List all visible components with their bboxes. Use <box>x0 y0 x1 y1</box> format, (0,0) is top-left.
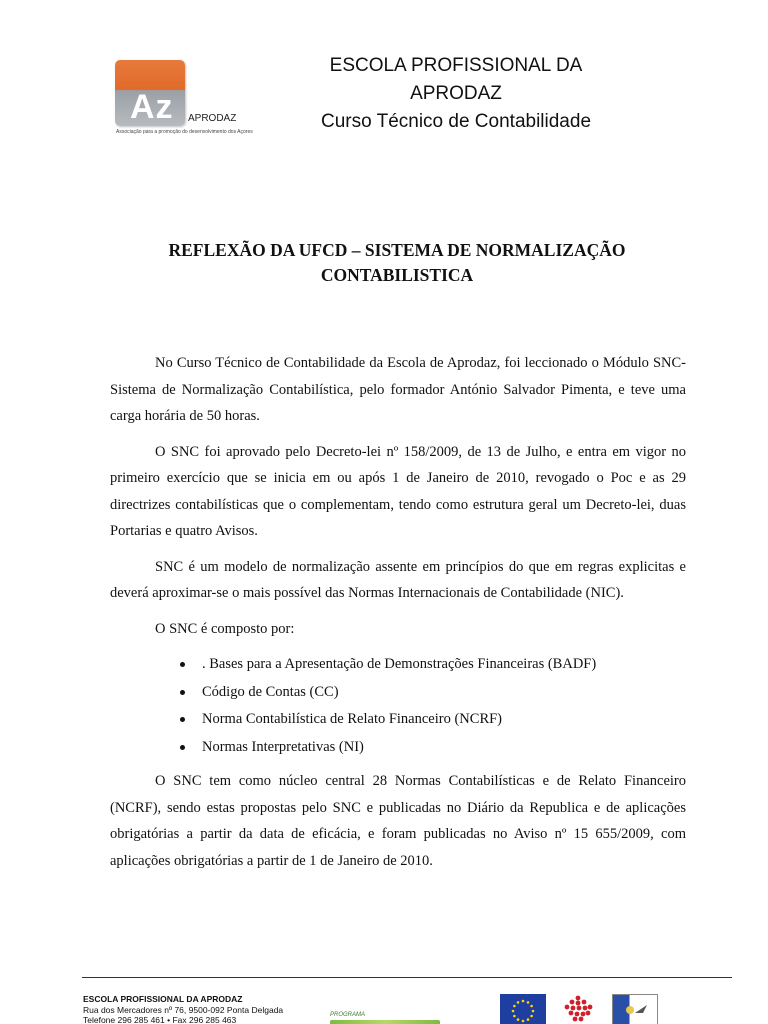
list-item: Norma Contabilística de Relato Financeiro (NCRF) <box>202 706 686 734</box>
school-name-line1: ESCOLA PROFISSIONAL DA <box>329 55 583 76</box>
list-item: Código de Contas (CC) <box>202 679 686 707</box>
program-logo-bar <box>330 1020 440 1024</box>
azores-flag-icon <box>612 994 658 1024</box>
logo-initials: Az <box>130 88 174 126</box>
composition-list <box>110 651 686 761</box>
list-item: . Bases para a Apresentação de Demonstrações Financeiras (BADF) <box>202 651 686 679</box>
regional-emblem-icon <box>560 994 596 1024</box>
school-name-line2: APRODAZ <box>410 83 502 104</box>
azores-hawk-icon <box>613 995 657 1024</box>
paragraph: O SNC é composto por: <box>155 620 295 637</box>
paragraph: No Curso Técnico de Contabilidade da Escola de Aprodaz, foi leccionado o Módulo SNC- Sistema de Normalização Contabilística, pelo formador António Salvador Pimenta, e teve uma carga horária de 50 horas. <box>110 355 686 424</box>
paragraph: SNC é um modelo de normalização assente em princípios do que em regras explicitas e deverá aproximar-se o mais possível das Normas Internacionais de Contabilidade (NIC). <box>110 558 686 601</box>
footer-contacts: Telefone 296 285 461 • Fax 296 285 463 <box>83 1015 237 1024</box>
program-label: PROGRAMA <box>330 1012 366 1018</box>
course-name: Curso Técnico de Contabilidade <box>320 111 592 132</box>
list-item: Normas Interpretativas (NI) <box>202 734 686 762</box>
paragraph: O SNC tem como núcleo central 28 Normas Contabilísticas e de Relato Financeiro (NCRF), sendo estas propostas pelo SNC e publicadas no Diário da Republica e de aplicações obrigatórias a partir da data de eficácia, e foram publicadas no Aviso nº 15 655/2009, com aplicações obrigatórias a partir de 1 de Janeiro de 2010. <box>110 773 686 869</box>
eu-flag-icon <box>500 994 546 1024</box>
document-title <box>110 238 684 288</box>
eu-stars-icon <box>500 994 546 1024</box>
title-line2: CONTABILISTICA <box>320 265 474 285</box>
footer-divider <box>82 977 732 978</box>
footer-contact <box>83 994 343 1024</box>
footer-school-name: ESCOLA PROFISSIONAL DA APRODAZ <box>83 994 243 1004</box>
logo-tagline: Associação para a promoção do desenvolvimento dos Açores <box>116 129 253 135</box>
logo-name: APRODAZ <box>188 113 237 124</box>
program-logo <box>328 1002 443 1024</box>
document-body <box>110 350 686 883</box>
paragraph: O SNC foi aprovado pelo Decreto-lei nº 158/2009, de 13 de Julho, e entra em vigor no primeiro exercício que se inicia em ou após 1 de Janeiro de 2010, revogado o Poc e as 29 directrizes contabilísticas que o complementam, tendo como estrutura geral um Decreto-lei, duas Portarias e quatro Avisos. <box>110 443 686 539</box>
title-line1: REFLEXÃO DA UFCD – SISTEMA DE NORMALIZAÇÃO <box>168 240 626 260</box>
footer-address: Rua dos Mercadores nº 76, 9500-092 Ponta Delgada <box>83 1004 284 1015</box>
aprodaz-logo <box>110 58 300 140</box>
school-header <box>300 52 612 136</box>
emblem-dots-icon <box>560 994 596 1024</box>
